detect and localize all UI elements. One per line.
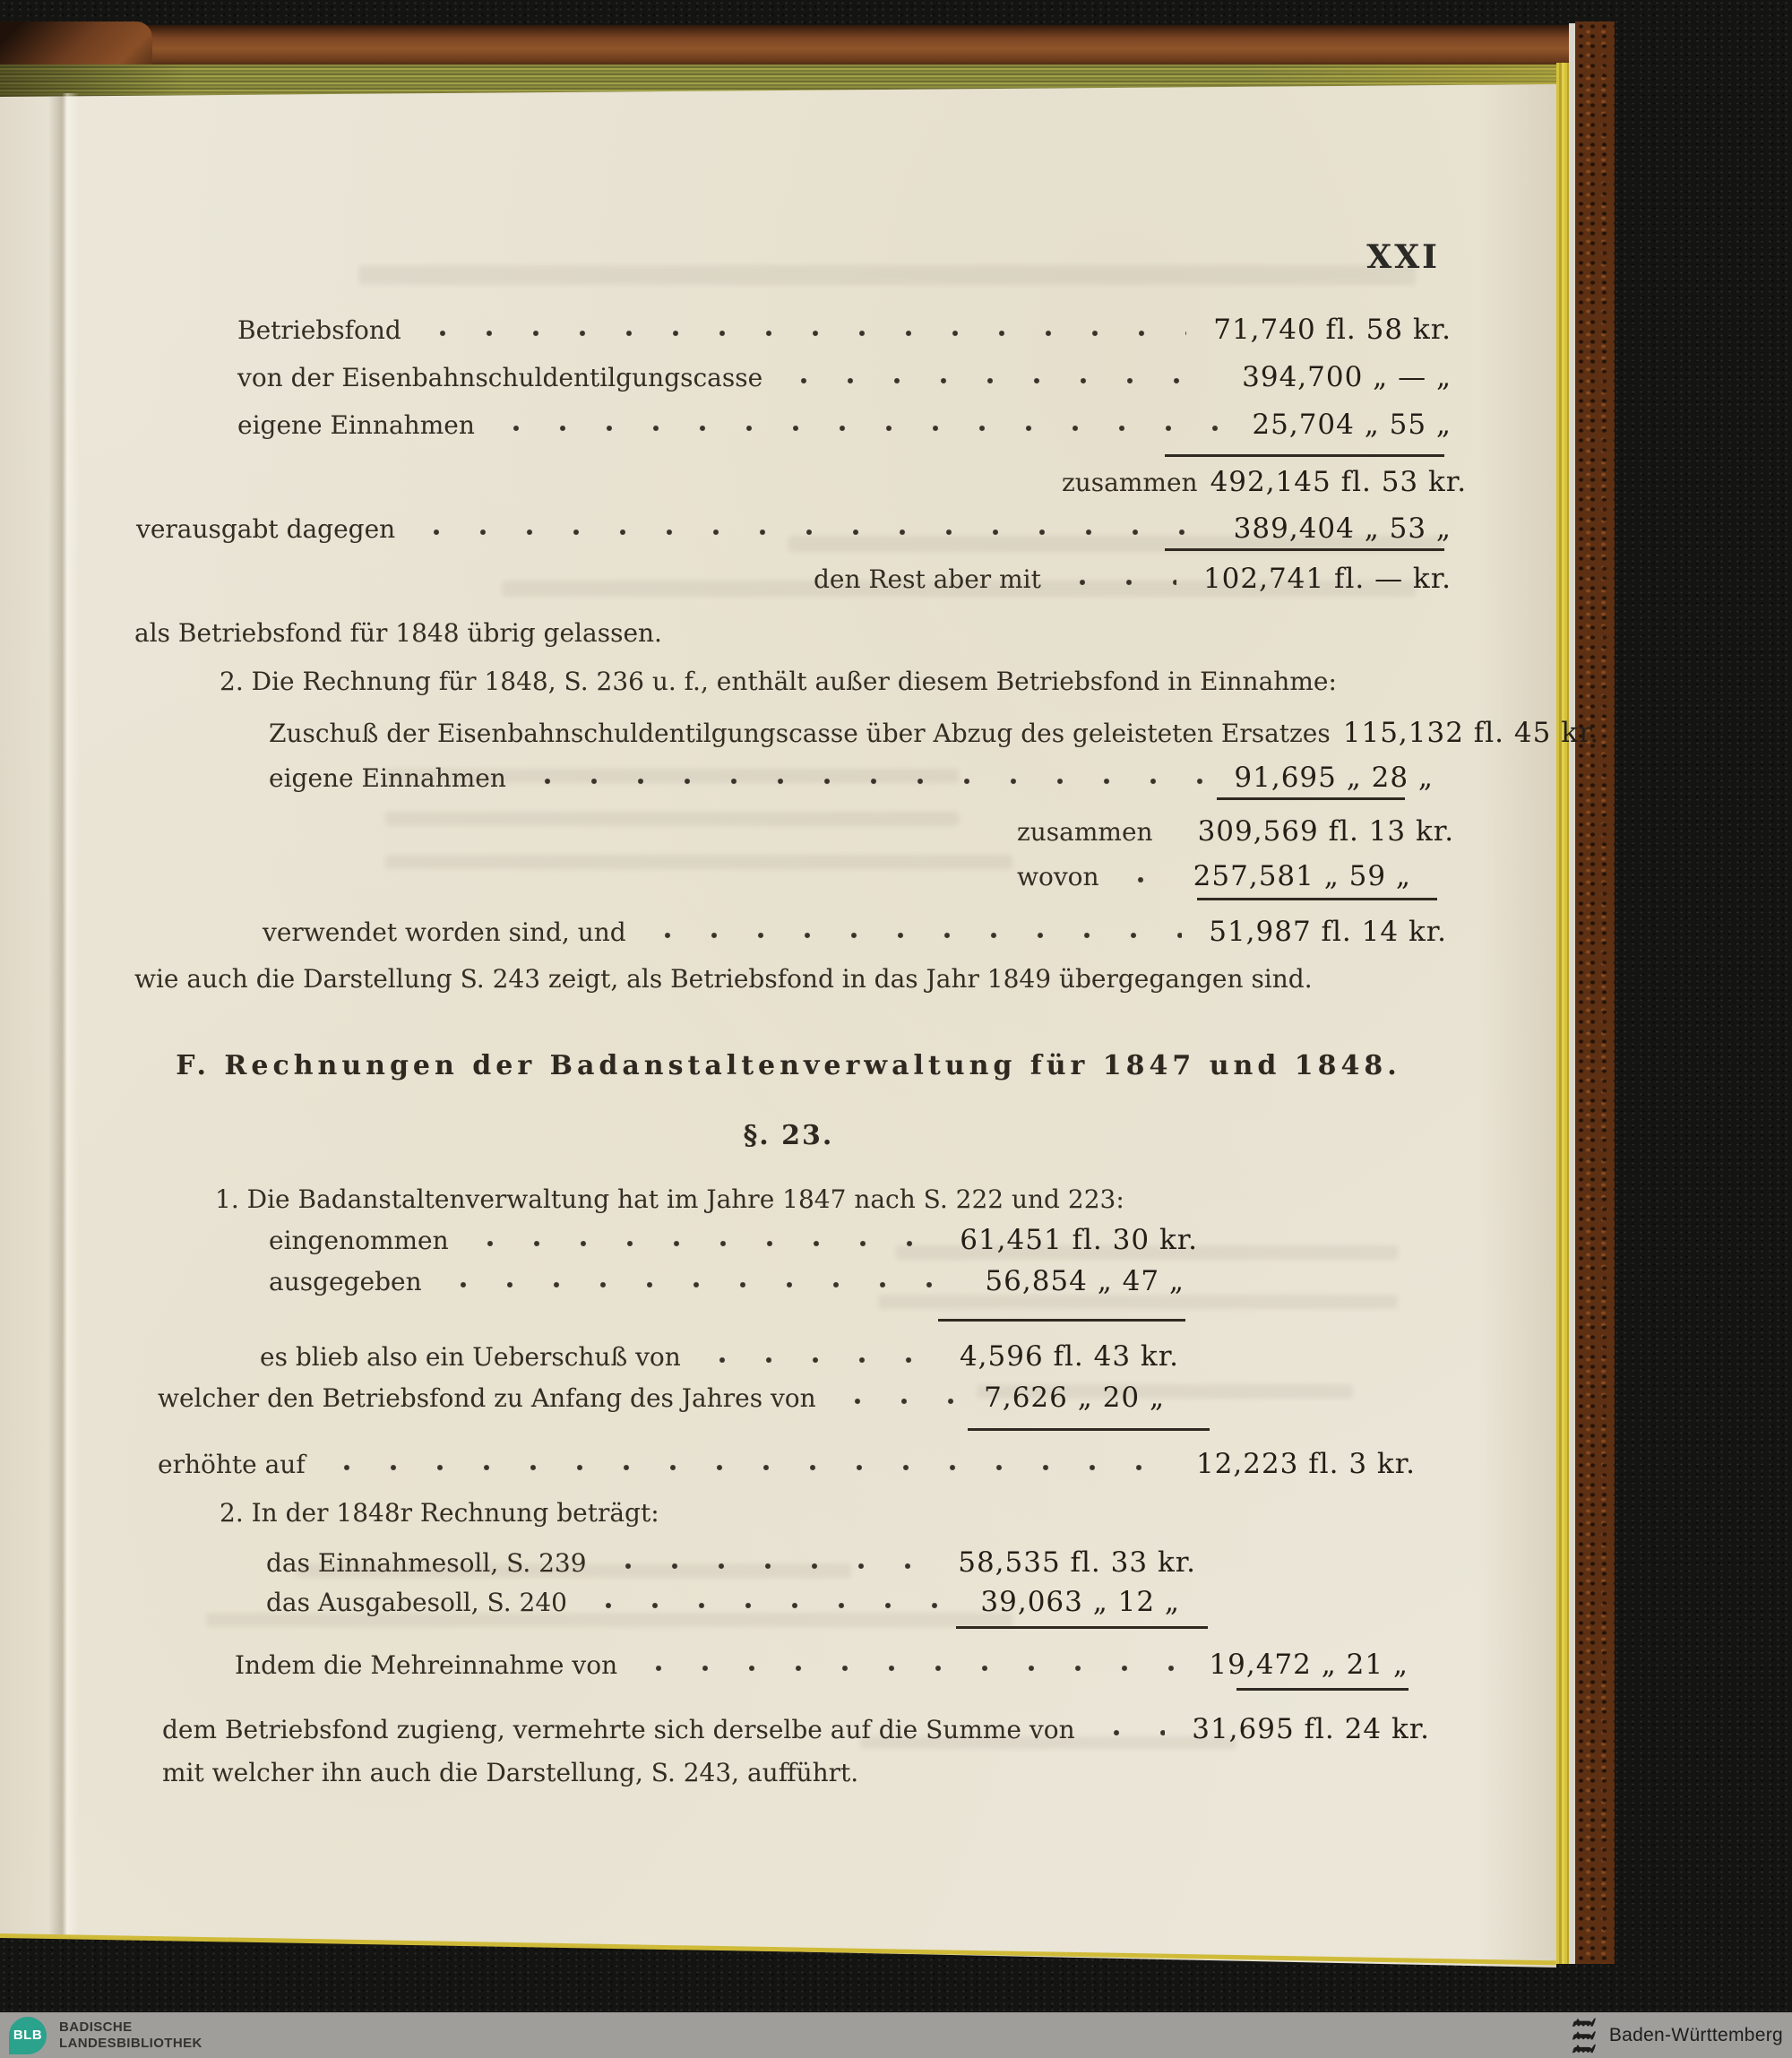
library-name-line2: LANDESBIBLIOTHEK xyxy=(59,2035,202,2051)
row-value: 4,596 fl. 43 kr. xyxy=(959,1340,1179,1373)
row-value: 51,987 fl. 14 kr. xyxy=(1209,916,1447,948)
dot-leader xyxy=(323,1462,1169,1473)
row-value: 115,132 fl. 45 kr. xyxy=(1342,717,1600,749)
sum-rule xyxy=(968,1428,1210,1431)
row-label: Indem die Mehreinnahme von xyxy=(235,1650,618,1680)
row-value: 492,145 fl. 53 kr. xyxy=(1210,466,1468,498)
ledger-row xyxy=(237,314,1452,346)
row-value: 257,581 „ 59 „ xyxy=(1193,860,1411,892)
ledger-row xyxy=(1017,815,1455,848)
ledger-row xyxy=(1017,860,1411,892)
row-value: 394,700 „ — „ xyxy=(1242,361,1452,393)
body-text: als Betriebsfond für 1848 übrig gelassen. xyxy=(134,618,662,648)
ledger-row xyxy=(235,1649,1409,1681)
sum-rule xyxy=(1236,1688,1409,1691)
sum-rule xyxy=(1217,797,1405,800)
paragraph-heading: §. 23. xyxy=(743,1120,834,1151)
row-value: 71,740 fl. 58 kr. xyxy=(1213,314,1452,346)
book-cover-right-edge xyxy=(1575,22,1615,1964)
row-label: verwendet worden sind, und xyxy=(263,917,626,947)
row-label: das Ausgabesoll, S. 240 xyxy=(266,1588,567,1617)
dot-leader xyxy=(605,1561,932,1571)
row-value: 91,695 „ 28 „ xyxy=(1234,762,1434,794)
row-label: erhöhte auf xyxy=(158,1450,306,1479)
dot-leader xyxy=(413,527,1206,538)
book-page-edges-right xyxy=(1556,63,1569,1964)
row-label: das Einnahmesoll, S. 239 xyxy=(266,1548,587,1578)
body-text: wie auch die Darstellung S. 243 zeigt, als Betriebsfond in das Jahr 1849 übergegangen sind. xyxy=(134,964,1313,994)
row-label: ausgegeben xyxy=(269,1267,422,1296)
ledger-row xyxy=(263,916,1447,948)
dot-leader xyxy=(1093,1727,1166,1738)
dot-leader xyxy=(419,328,1186,339)
page-number: XXI xyxy=(1366,238,1440,276)
sum-rule xyxy=(938,1319,1185,1322)
body-text: 2. In der 1848r Rechnung beträgt: xyxy=(220,1498,659,1528)
dot-leader xyxy=(1117,874,1167,885)
row-label: Betriebsfond xyxy=(237,315,401,345)
row-value: 389,404 „ 53 „ xyxy=(1233,512,1452,545)
row-value: 19,472 „ 21 „ xyxy=(1209,1649,1409,1681)
library-name-line1: BADISCHE xyxy=(59,2019,133,2035)
row-label: eigene Einnahmen xyxy=(237,410,475,440)
row-value: 12,223 fl. 3 kr. xyxy=(1195,1448,1416,1480)
library-name xyxy=(59,2019,202,2052)
ledger-row xyxy=(269,762,1434,794)
ledger-row xyxy=(269,1224,1198,1256)
body-text: 1. Die Badanstaltenverwaltung hat im Jahre 1847 nach S. 222 und 223: xyxy=(215,1184,1124,1214)
dot-leader xyxy=(493,423,1226,434)
ledger-row xyxy=(136,512,1452,545)
state-branding xyxy=(1570,2016,1783,2055)
row-label: eigene Einnahmen xyxy=(269,763,506,793)
three-lions-icon xyxy=(1570,2016,1598,2055)
row-label: Zuschuß der Eisenbahnschuldentilgungscasse über Abzug des geleisteten Ersatzes xyxy=(269,719,1331,748)
ledger-row xyxy=(162,1713,1430,1745)
dot-leader xyxy=(635,1663,1182,1674)
book-endpaper-sliver xyxy=(1569,23,1575,1964)
row-value: 39,063 „ 12 „ xyxy=(980,1586,1180,1618)
dot-leader xyxy=(467,1238,934,1249)
dot-leader xyxy=(644,930,1183,941)
ledger-row xyxy=(266,1546,1196,1579)
page-gutter-crease xyxy=(48,93,79,1937)
blb-logo-icon: BLB xyxy=(9,2017,47,2054)
sum-rule xyxy=(1165,548,1444,551)
row-label: zusammen xyxy=(1017,817,1153,847)
dot-leader xyxy=(524,776,1208,787)
library-branding xyxy=(9,2017,202,2054)
row-label: von der Eisenbahnschuldentilgungscasse xyxy=(237,363,763,392)
dot-leader xyxy=(834,1396,957,1407)
row-value: 309,569 fl. 13 kr. xyxy=(1197,815,1455,848)
dot-leader xyxy=(699,1355,933,1365)
body-text: 2. Die Rechnung für 1848, S. 236 u. f., enthält außer diesem Betriebsfond in Einnahme: xyxy=(220,667,1337,696)
ledger-row xyxy=(1062,466,1468,498)
dot-leader xyxy=(1059,577,1176,588)
row-label: den Rest aber mit xyxy=(814,564,1041,594)
ledger-row xyxy=(158,1382,1165,1414)
row-label: verausgabt dagegen xyxy=(136,514,396,544)
row-label: es blieb also ein Ueberschuß von xyxy=(260,1342,681,1372)
row-value: 58,535 fl. 33 kr. xyxy=(958,1546,1196,1579)
library-footer-bar xyxy=(0,2012,1792,2058)
sum-rule xyxy=(1165,454,1444,457)
section-heading: F. Rechnungen der Badanstaltenverwaltung für 1847 und 1848. xyxy=(176,1050,1401,1081)
row-label: wovon xyxy=(1017,862,1099,891)
row-label: welcher den Betriebsfond zu Anfang des Jahres von xyxy=(158,1383,816,1413)
row-value: 31,695 fl. 24 kr. xyxy=(1192,1713,1430,1745)
body-text: mit welcher ihn auch die Darstellung, S. 243, aufführt. xyxy=(162,1758,859,1787)
state-name: Baden-Württemberg xyxy=(1608,2024,1783,2045)
row-value: 7,626 „ 20 „ xyxy=(984,1382,1165,1414)
book-cover-top-edge xyxy=(0,25,1575,68)
sum-rule xyxy=(956,1626,1208,1629)
ledger-row xyxy=(158,1448,1416,1480)
ledger-row xyxy=(814,563,1452,595)
row-value: 102,741 fl. — kr. xyxy=(1202,563,1452,595)
ledger-row xyxy=(260,1340,1179,1373)
dot-leader xyxy=(585,1600,953,1611)
ledger-row xyxy=(237,361,1452,393)
row-label: dem Betriebsfond zugieng, vermehrte sich derselbe auf die Summe von xyxy=(162,1715,1075,1744)
row-label: zusammen xyxy=(1062,468,1198,497)
row-value: 25,704 „ 55 „ xyxy=(1252,409,1452,441)
ledger-row xyxy=(266,1586,1180,1618)
ledger-row xyxy=(269,1265,1185,1297)
ledger-row xyxy=(269,717,1600,749)
dot-leader xyxy=(780,375,1215,386)
dot-leader xyxy=(440,1279,959,1290)
row-value: 56,854 „ 47 „ xyxy=(985,1265,1185,1297)
sum-rule xyxy=(1197,898,1437,900)
ledger-row xyxy=(237,409,1452,441)
row-label: eingenommen xyxy=(269,1226,449,1255)
row-value: 61,451 fl. 30 kr. xyxy=(960,1224,1198,1256)
